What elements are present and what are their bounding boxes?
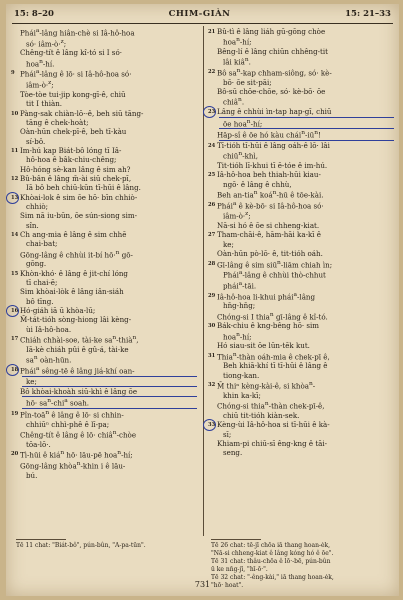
- verse-line: hoa$^n$-hí.: [26, 58, 55, 69]
- footnote-line: ū ke nn̄g-jī, "hī-ō·".: [211, 566, 268, 573]
- footnote-line: Tē 26 chat: tē-jī chōa iā thang hoan-ėk,: [211, 542, 331, 549]
- verse-line: Bák-chiu ê kng-bêng hō· sim: [217, 321, 319, 331]
- verse-line: Gōng-lâng khòa$^n$-khin i ê lāu-: [20, 460, 126, 471]
- verse-number: 12: [11, 175, 19, 182]
- verse-number: 14: [11, 232, 19, 239]
- verse-line: hô-hoa ê bâk-chiu-chêng;: [26, 155, 117, 165]
- verse: [210, 291, 394, 311]
- verse-line: Hó-giáh iā ū khòa-lū;: [20, 306, 96, 316]
- verse-line: Gī-lâng ê sim siū$^n$-liām chiah ìn;: [217, 259, 333, 269]
- verse-line: bō· ōe sit-pāi;: [223, 77, 272, 87]
- verse: [13, 249, 197, 269]
- verse-line: ke;: [22, 377, 197, 387]
- verse-line: Lâng ê chhùi ìn-tap hap-gī, chiū: [219, 107, 394, 117]
- verse-line: Chiáh chhài-soe, tài-ke $sa^n-thià^n$,: [20, 335, 139, 345]
- verse-line: hō· $sa^n-chi^a$ soah.: [22, 397, 197, 409]
- verse-line: hoa$^n$-hí;: [223, 37, 252, 47]
- verse-line: Bêng-lí ê lâng chiūn chhêng-tit: [217, 47, 329, 57]
- verse-line: Im-hú kap Biát-bô lóng tī Iâ-: [20, 145, 122, 155]
- verse-line: bô tīng.: [26, 296, 54, 306]
- verse-line: Chêng-tít ê lâng kî-tó si I só·: [20, 48, 122, 58]
- verse: [210, 107, 394, 129]
- verse-line: chiū$^n$-khì,: [223, 151, 258, 161]
- verse-line: tī chai-ē;: [26, 278, 58, 288]
- running-header: [14, 7, 391, 21]
- verse-line: Thia$^n$-thàn oáh-mia ê chek-pī ê,: [217, 351, 330, 362]
- verse-line: Iā bô beh chiū-kūn tī-hūi ê lâng.: [26, 183, 141, 193]
- header-left-ref: 15: 8–20: [14, 9, 54, 19]
- verse-line: iâm-ò·$^z$;: [26, 80, 54, 90]
- verse-number: 21: [208, 29, 216, 35]
- verse-line: Hāp-sî ê ōe hó kàu $chái^n-iū^n$!: [219, 129, 394, 141]
- verse-number: 29: [208, 292, 216, 299]
- verse-number: 15: [11, 270, 19, 277]
- right-column: [210, 27, 394, 458]
- verse: [13, 193, 197, 212]
- verse: [13, 174, 197, 193]
- verse: [13, 90, 197, 109]
- verse-number: 22: [208, 69, 216, 76]
- verse-number: 26: [208, 201, 216, 208]
- verse: [13, 165, 197, 174]
- verse: [13, 127, 197, 146]
- verse-number: 19: [11, 411, 19, 417]
- verse: [13, 27, 197, 48]
- verse: [13, 68, 197, 89]
- verse: [210, 161, 394, 170]
- verse-number: 30: [208, 323, 216, 330]
- verse-line: Tit-tióh lī-khui tī ē-tóe ê im-hú.: [217, 160, 328, 170]
- verse-number: 25: [208, 172, 216, 179]
- verse-line: Pàng-sak chiàn-lō·-ê, beh siū tāng-: [20, 108, 144, 118]
- footnote-line: "Nā-si chheng-kiat ê lâng kóng hó ê ōe".: [211, 550, 334, 557]
- verse: [210, 311, 394, 322]
- verse-number: 33: [208, 422, 216, 429]
- verse-number: 32: [208, 382, 216, 389]
- book-title: CHIM-GIÀN: [168, 9, 231, 19]
- verse: [13, 146, 197, 165]
- verse-line: Oàn-hūn chek-pī-ê, beh tī-kàu: [20, 127, 127, 137]
- verse-line: Khiam-pi chiū-sī êng-kng ê tāi-: [217, 438, 328, 448]
- verse: [210, 351, 394, 380]
- verse-line: bú.: [26, 470, 38, 480]
- verse: [210, 67, 394, 87]
- verse-line: tiong-kan.: [223, 370, 260, 380]
- footnote-line: Tē 32 chat: "-êng-kài," iā thang hoan-ėk,: [211, 574, 334, 581]
- verse: [13, 211, 197, 230]
- verse-line: Phái$^a$-lâng hiân-chè si Iâ-hô-hoa: [20, 28, 135, 38]
- verse-line: M̄-tát-tióh sòng-hiong lâi kèng-: [20, 315, 132, 325]
- verse: [210, 221, 394, 230]
- verse: [210, 200, 394, 221]
- verse: [13, 460, 197, 480]
- verse: [13, 429, 197, 449]
- verse-line: gōng.: [26, 259, 47, 269]
- verse-line: Beh an-tia$^n$ koá$^n$-hū ê tōe-kài.: [217, 190, 324, 200]
- verse-line: Tì-hūi ê kiá$^n$ hō· lāu-pē hoa$^n$-hí;: [20, 450, 133, 460]
- verse: [13, 365, 197, 387]
- verse-line: ke;: [223, 239, 234, 249]
- ink-circle-mark: [6, 192, 19, 204]
- verse-line: M̄ thiⁿ kèng-kài-ê, si khòa$^n$-: [217, 381, 316, 391]
- verse-number: 11: [11, 147, 19, 154]
- verse-line: $sa^n$ oàn-hūn.: [26, 355, 72, 365]
- verse-line: Tham-chāi-ê, hām-hāi ka-kī ê: [217, 230, 321, 240]
- verse: [210, 230, 394, 249]
- verse-line: chhiò;: [26, 201, 49, 211]
- verse-line: Khòai-lok ê sim ōe hō· bīn chhiò-: [20, 192, 138, 202]
- verse-number: 16: [11, 308, 19, 315]
- verse-line: tāng ê chek-hoàt;: [26, 117, 89, 127]
- verse: [210, 189, 394, 200]
- verse-number: 31: [208, 352, 216, 359]
- verse-line: Phái$^a$ sêng-tē ê lâng jiá-khí oan-: [22, 365, 197, 377]
- verse-line: sîn.: [26, 220, 39, 230]
- verse-line: ngō· ê lâng ê chhù,: [223, 179, 292, 189]
- verse-number: 13: [11, 194, 19, 201]
- page-number: 731: [194, 580, 211, 589]
- verse-line: chhiūⁿ chhì-phê ê lī-pa;: [26, 419, 110, 429]
- verse-line: Tī-tióh tī-hūi ê lâng oáh-ê lō· lâi: [217, 140, 330, 150]
- verse-line: sī;: [223, 429, 232, 439]
- footnote-rule-left: [16, 539, 66, 540]
- verse: [210, 380, 394, 400]
- verse-line: Bô-sū chōe-chōe, só· kè-bō· ōe: [217, 87, 326, 97]
- verse: [210, 420, 394, 439]
- verse-line: tōa-lō·.: [26, 439, 51, 449]
- verse-number: 17: [11, 336, 19, 343]
- verse-line: sí-bô.: [26, 136, 46, 146]
- verse-line: Iâ-hô-hoa beh thiah-hūi kiau-: [217, 170, 321, 180]
- bible-page: [6, 4, 399, 596]
- left-column: [13, 27, 197, 480]
- verse-line: Chóng-si I thia$^n$ gī-lâng ê kî-tó.: [217, 311, 328, 322]
- verse-line: chai-bat;: [26, 239, 58, 249]
- verse: [13, 387, 197, 409]
- verse-number: 27: [208, 232, 216, 239]
- verse-line: Phái$^a$-lâng ê chhùi thò-chhut: [223, 270, 326, 280]
- verse: [210, 170, 394, 189]
- verse-line: Kèng-ùi Iâ-hô-hoa si tī-hūi ê kà-: [217, 420, 330, 430]
- verse-line: Tòe-tòe tui-jip kong-gī-ê, chiū: [20, 89, 126, 99]
- ink-circle-mark: [6, 364, 19, 376]
- verse-line: iâm-ò·$^z$;: [223, 211, 251, 221]
- verse: [13, 287, 197, 306]
- column-divider: [203, 26, 204, 536]
- verse-line: Chóng-si thia$^n$-thàn chek-pī-ê,: [217, 401, 325, 411]
- verse-number: 20: [11, 451, 19, 458]
- verse: [13, 230, 197, 249]
- header-rule: [12, 23, 393, 24]
- verse-line: hoa$^n$-hí;: [223, 331, 252, 342]
- verse: [210, 129, 394, 141]
- verse-number: 10: [11, 110, 19, 117]
- verse-line: Phái$^a$ ê kè-bō· si Iâ-hô-hoa só·: [217, 200, 324, 211]
- verse: [13, 109, 197, 128]
- verse-line: Iâ-hô-hoa li-khui phái$^a$-lâng: [217, 291, 316, 301]
- verse-line: ōe hoa$^n$-hí;: [219, 118, 394, 130]
- verse-line: Pîn-toā$^n$ ê lâng ê lō· si chhin-: [20, 410, 124, 420]
- verse-number: 18: [11, 366, 19, 373]
- verse: [13, 334, 197, 365]
- verse-line: Oàn-hūn pò-lō· ê, tit-tióh oáh.: [217, 249, 323, 259]
- verse-number: 28: [208, 260, 216, 267]
- verse-line: Ch ang-mia ê lâng ê sim chhē: [20, 230, 127, 240]
- verse-line: Sim khòai-lòk ê lâng iân-siáh: [20, 287, 124, 297]
- verse-line: Nā-si hó ê ōe si chheng-kiat.: [217, 221, 320, 231]
- verse-line: Bû-bân ê lâng m̄-ài siū chek-pī,: [20, 173, 132, 183]
- verse-line: Beh khiā-khí tī tī-hūi ê lâng ê: [223, 361, 328, 371]
- verse: [13, 315, 197, 334]
- verse-line: Bô khòai-khoàh siū-khì ê lâng ōe: [22, 387, 197, 397]
- verse: [13, 48, 197, 68]
- verse-line: Bô $sa^n$-kap chham-siông, só· kè-: [217, 68, 332, 78]
- verse-line: phái$^a$-tāi.: [223, 280, 257, 291]
- verse-line: Chêng-tít ê lâng ê lō· chiâ$^n$-chòe: [20, 430, 137, 440]
- verse-line: só· iâm-ò·$^z$;: [26, 38, 67, 49]
- verse-line: seng.: [223, 448, 243, 458]
- verse: [210, 439, 394, 458]
- verse-line: Iā-kè chiáh pûi ê gû-á, tài-ke: [26, 344, 129, 354]
- verse: [13, 269, 197, 288]
- verse-line: Khòn-khó· ê lâng ê jit-chí lóng: [20, 268, 128, 278]
- verse-line: ùi Iâ-hô-hoa.: [26, 324, 72, 334]
- verse-number: 24: [208, 142, 216, 149]
- footnote-line: "hō· hoat".: [211, 582, 244, 589]
- footnote-rule-right: [211, 539, 261, 540]
- verse: [210, 47, 394, 67]
- verse-line: chiâ$^n$.: [223, 97, 245, 107]
- verse-line: hn̄g-hn̄g;: [223, 301, 256, 311]
- verse-line: khin ka-kī;: [223, 390, 261, 400]
- footnote-line: Tē 31 chat: thâu-chōa ê lō·-bē, pún-bûn: [211, 558, 331, 565]
- verse-line: Phái$^a$-lâng ê lō· si Iâ-hô-hoa só·: [20, 69, 132, 79]
- verse-line: chiū tit-tióh kiàn-sek.: [223, 410, 300, 420]
- header-right-ref: 15: 21–33: [345, 9, 391, 19]
- verse: [210, 341, 394, 350]
- verse-number: 9: [11, 70, 15, 77]
- verse-line: Gōng-lâng ê chhùi it-bí hō·$^n$ gō-: [20, 249, 133, 260]
- verse: [210, 87, 394, 107]
- verse: [13, 409, 197, 429]
- verse: [210, 321, 394, 341]
- verse-line: Hô-hóng sè-kan lâng ê sim ah?: [20, 164, 131, 174]
- verse: [210, 27, 394, 47]
- verse: [210, 249, 394, 258]
- verse-number: 23: [208, 109, 216, 116]
- verse-line: lâi kiâ$^n$.: [223, 57, 251, 67]
- verse-line: Sim nā iu-būn, ōe sún-siong sim-: [20, 211, 138, 221]
- verse: [13, 449, 197, 460]
- verse: [210, 400, 394, 420]
- footnote-left: Tē 11 chat: "Biát-bô", pún-bûn, "A-pa-tūn".: [16, 542, 146, 549]
- verse: [210, 141, 394, 161]
- verse-line: Bû-tì ê lâng liáh gū-gōng chòe: [217, 27, 326, 36]
- verse: [210, 259, 394, 291]
- verse-line: Hó siau-sit ōe lūn-tēk kut.: [217, 341, 310, 351]
- verse-line: tit I thiàn.: [26, 99, 63, 109]
